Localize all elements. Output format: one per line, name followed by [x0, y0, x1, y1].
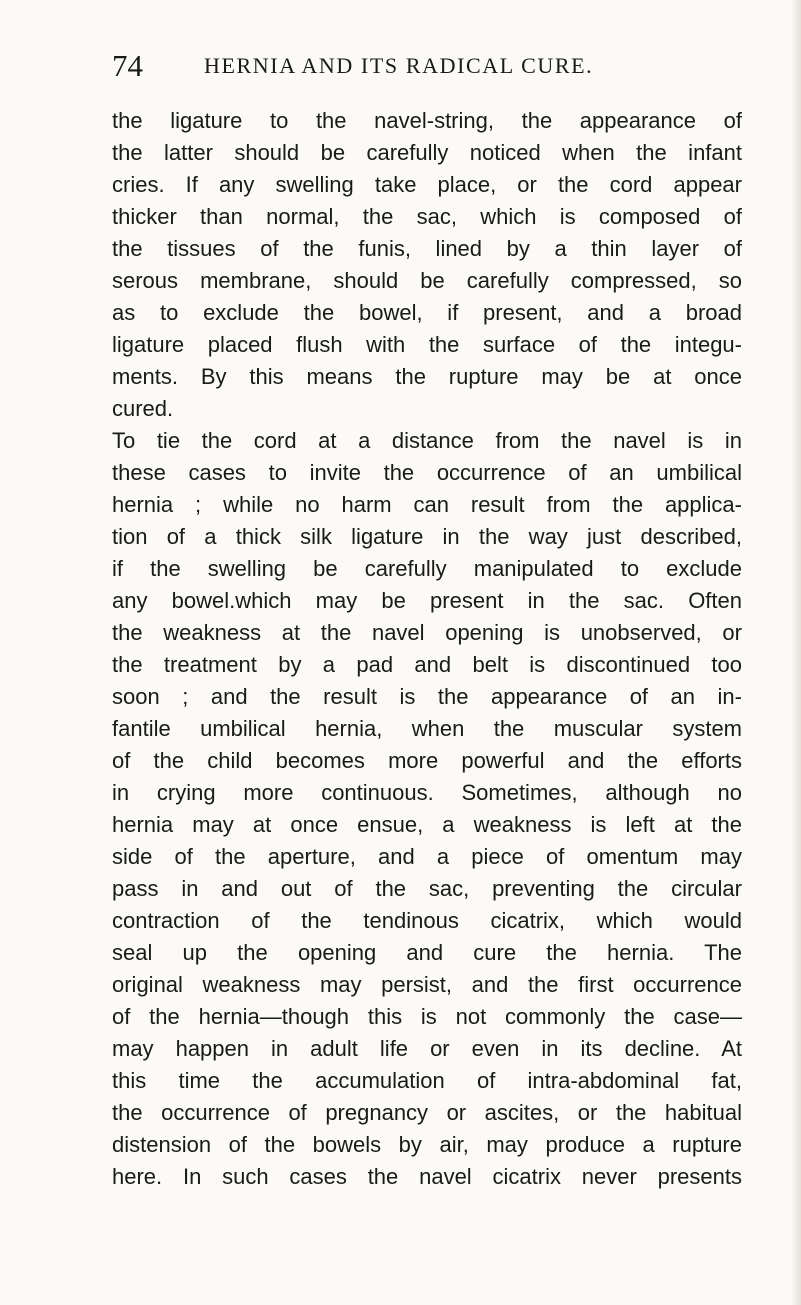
text-line: any bowel.which may be present in the sac. Often [112, 588, 742, 613]
text-line: here. In such cases the navel cicatrix never presents [112, 1164, 742, 1189]
text-line: ligature placed flush with the surface of the integu- [112, 332, 742, 357]
text-line: cries. If any swelling take place, or the cord appear [112, 172, 742, 197]
text-line: original weakness may persist, and the first occurrence [112, 972, 742, 997]
text-line: of the child becomes more powerful and the efforts [112, 748, 742, 773]
text-line: if the swelling be carefully manipulated to exclude [112, 556, 742, 581]
text-line: soon ; and the result is the appearance of an in- [112, 684, 742, 709]
text-line: contraction of the tendinous cicatrix, which would [112, 908, 742, 933]
text-line: as to exclude the bowel, if present, and a broad [112, 300, 742, 325]
text-line: pass in and out of the sac, preventing the circular [112, 876, 742, 901]
text-line: cured. [112, 396, 174, 421]
page-header [112, 46, 742, 86]
text-line: may happen in adult life or even in its decline. At [112, 1036, 742, 1061]
text-line: the treatment by a pad and belt is discontinued too [112, 652, 742, 677]
text-line: in crying more continuous. Sometimes, although no [112, 780, 742, 805]
text-line: the ligature to the navel-string, the appearance of [112, 108, 742, 133]
text-line: seal up the opening and cure the hernia. The [112, 940, 742, 965]
text-line: hernia may at once ensue, a weakness is left at the [112, 812, 742, 837]
text-line: of the hernia—though this is not commonly the case— [112, 1004, 742, 1029]
text-line: fantile umbilical hernia, when the muscular system [112, 716, 742, 741]
text-line: serous membrane, should be carefully compressed, so [112, 268, 742, 293]
text-line: tion of a thick silk ligature in the way just described, [112, 524, 742, 549]
body-text [112, 105, 742, 1193]
running-head: HERNIA AND ITS RADICAL CURE. [204, 53, 594, 78]
text-line: the weakness at the navel opening is unobserved, or [112, 620, 742, 645]
text-line: side of the aperture, and a piece of omentum may [112, 844, 742, 869]
text-line: To tie the cord at a distance from the navel is in [112, 428, 742, 453]
text-line: hernia ; while no harm can result from the applica- [112, 492, 742, 517]
text-line: the tissues of the funis, lined by a thin layer of [112, 236, 742, 261]
page-number: 74 [112, 48, 143, 83]
text-line: ments. By this means the rupture may be at once [112, 364, 742, 389]
text-line: thicker than normal, the sac, which is composed of [112, 204, 742, 229]
page-edge-shadow [791, 0, 801, 1305]
text-line: distension of the bowels by air, may produce a rupture [112, 1132, 742, 1157]
text-line: this time the accumulation of intra-abdominal fat, [112, 1068, 742, 1093]
text-line: these cases to invite the occurrence of an umbilical [112, 460, 742, 485]
text-line: the occurrence of pregnancy or ascites, or the habitual [112, 1100, 742, 1125]
text-line: the latter should be carefully noticed when the infant [112, 140, 742, 165]
